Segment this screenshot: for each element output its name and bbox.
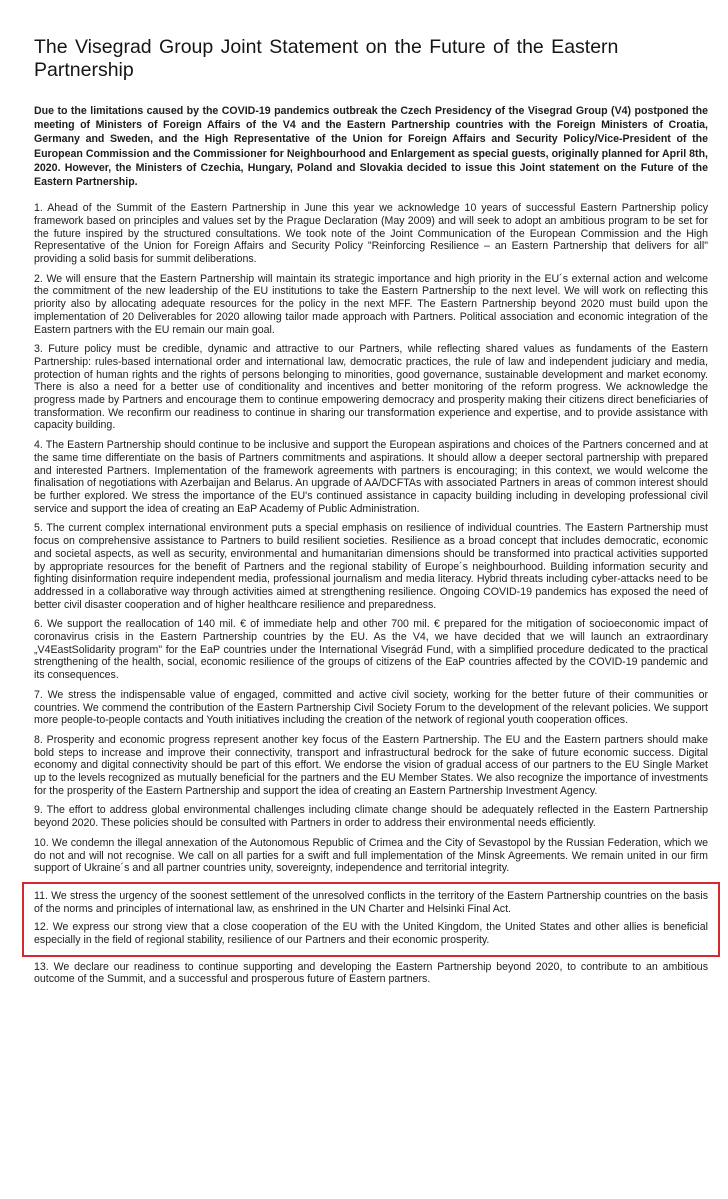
paragraph-10: 10. We condemn the illegal annexation of the Autonomous Republic of Crimea and the City of Sevastopol by the Russian Federation, which we do not and will not recognise. We call on all parties for a swift and full implementation of the Minsk Agreements. We remain united in our firm support of Ukraine´s and all partner countries unity, sovereignty, independence and territorial integrity. [34, 836, 708, 875]
paragraph-5: 5. The current complex international environment puts a special emphasis on resilience of individual countries. The Eastern Partnership must focus on comprehensive assistance to Partners to build resilient societies. Resilience as a broad concept that includes democratic, economic and societal aspects, as well as security, environmental and humanitarian dimensions should be transformed into practical activities supported by appropriate resources for the benefit of Partners and the regional stability of Europe´s neighbourhood. Building information security and fighting disinformation require independent media, professional journalism and media literacy. Hybrid threats including cyber-attacks need to be addressed in a collaborative way through activities aimed at strengthening resilience. Ongoing COVID-19 pandemics has exposed the need of better civil disaster cooperation and of higher healthcare resilience and preparedness. [34, 522, 708, 611]
intro-paragraph: Due to the limitations caused by the COVID-19 pandemics outbreak the Czech Presidency of the Visegrad Group (V4) postponed the meeting of Ministers of Foreign Affairs of the V4 and the Eastern Partnership countries with the Foreign Ministers of Croatia, Germany and Sweden, and the High Representative of the Union for Foreign Affairs and Security Policy/Vice-President of the European Commission and the Commissioner for Neighbourhood and Enlargement as special guests, originally planned for April 8th, 2020. However, the Ministers of Czechia, Hungary, Poland and Slovakia decided to issue this Joint statement on the Future of the Eastern Partnership. [34, 105, 708, 189]
paragraph-8: 8. Prosperity and economic progress represent another key focus of the Eastern Partnership. The EU and the Eastern partners should make bold steps to increase and improve their connectivity, transport and infrastructural bedrock for the sake of future economic success. Digital economy and digital connectivity should be part of this effort. We endorse the vision of gradual access of our partners to the EU Single Market up to the levels recognized as mutually beneficial for the partners and the EU Member States. We also recognize the importance of investments for the prosperity of the Eastern Partnership and support the idea of creating an Eastern Partnership Investment Agency. [34, 733, 708, 797]
paragraph-13: 13. We declare our readiness to continue supporting and developing the Eastern Partnership beyond 2020, to contribute to an ambitious outcome of the Summit, and a successful and prosperous future of Eastern partners. [34, 960, 708, 986]
highlight-box [22, 882, 720, 957]
paragraph-1: 1. Ahead of the Summit of the Eastern Partnership in June this year we acknowledge 10 years of successful Eastern Partnership policy framework based on principles and values set by the Prague Declaration (May 2009) and will seek to adopt an ambitious program to be set for the future inspired by the structured consultations. We took note of the Joint Communication of the European Commission and the High Representative of the Union for Foreign Affairs and Security Policy "Reinforcing Resilience – an Eastern Partnership that delivers for all" providing a solid basis for summit deliberations. [34, 202, 708, 266]
document-title: The Visegrad Group Joint Statement on the Future of the Eastern Partnership [34, 36, 619, 81]
paragraph-3: 3. Future policy must be credible, dynamic and attractive to our Partners, while reflecting shared values as fundaments of the Eastern Partnership: rules-based international order and international law, democratic practices, the rule of law and independent judiciary and media, protection of human rights and the rights of persons belonging to minorities, good governance, sustainable development and market economy. There is also a need for a better use of conditionality and incentives and better monitoring of the reform progress. We acknowledge the progress made by Partners and encourage them to continue empowering democracy and prosperity making their citizens direct beneficiaries of transformation. We reconfirm our readiness to continue in sharing our transformation experience and expertise, and to provide assistance with capacity building. [34, 343, 708, 432]
paragraph-9: 9. The effort to address global environmental challenges including climate change should be adequately reflected in the Eastern Partnership beyond 2020. These policies should be consulted with Partners in order to address their environmental needs efficiently. [34, 804, 708, 830]
paragraph-4: 4. The Eastern Partnership should continue to be inclusive and support the European aspirations and choices of the Partners concerned and at the same time differentiate on the basis of Partners commitments and aspirations. It should allow a deeper sectoral partnership with prepared and interested Partners. Implementation of the framework agreements with partners is encouraging; in this context, we would welcome the finalisation of negotiations with Azerbaijan and Belarus. An upgrade of AA/DCFTAs with associated Partners in areas of common interest should be further explored. We stress the importance of the EU's continued assistance in capacity building including in developing professional civil service and support the idea of creating an EaP Academy of Public Administration. [34, 439, 708, 515]
paragraph-2: 2. We will ensure that the Eastern Partnership will maintain its strategic importance and high priority in the EU´s external action and welcome the commitment of the new leadership of the EU institutions to take the Eastern Partnership to the next level. We will work on reflecting this priority also by allocating adequate resources for the policy in the next MFF. The Eastern Partnership beyond 2020 must build upon the implementation of 20 Deliverables for 2020 allowing tailor made approach with Partners. Political association and economic integration of the Eastern partners with the EU remain our main goal. [34, 272, 708, 336]
paragraph-6: 6. We support the reallocation of 140 mil. € of immediate help and other 700 mil. € prepared for the mitigation of socioeconomic impact of coronavirus crisis in the Eastern Partnership countries by the EU. As the V4, we have decided that we will launch an extraordinary „V4EastSolidarity program" for the EaP countries under the International Visegrád Fund, with a simplified procedure dedicated to the practical strengthening of the health, social, economic resilience of the groups of citizens of the EaP countries affected by the COVID-19 pandemic and its consequences. [34, 618, 708, 682]
paragraph-7: 7. We stress the indispensable value of engaged, committed and active civil society, working for the better future of their communities or countries. We commend the contribution of the Eastern Partnership Civil Society Forum to the development of the relevant policies. We support more people-to-people contacts and Youth initiatives including the creation of the network of regional youth cooperation offices. [34, 688, 708, 727]
paragraph-12: 12. We express our strong view that a close cooperation of the EU with the United Kingdom, the United States and other allies is beneficial especially in the field of regional stability, resilience of our Partners and their economic prosperity. [34, 921, 708, 947]
paragraph-11: 11. We stress the urgency of the soonest settlement of the unresolved conflicts in the territory of the Eastern Partnership countries on the basis of the norms and principles of international law, as enshrined in the UN Charter and Helsinki Final Act. [34, 889, 708, 915]
